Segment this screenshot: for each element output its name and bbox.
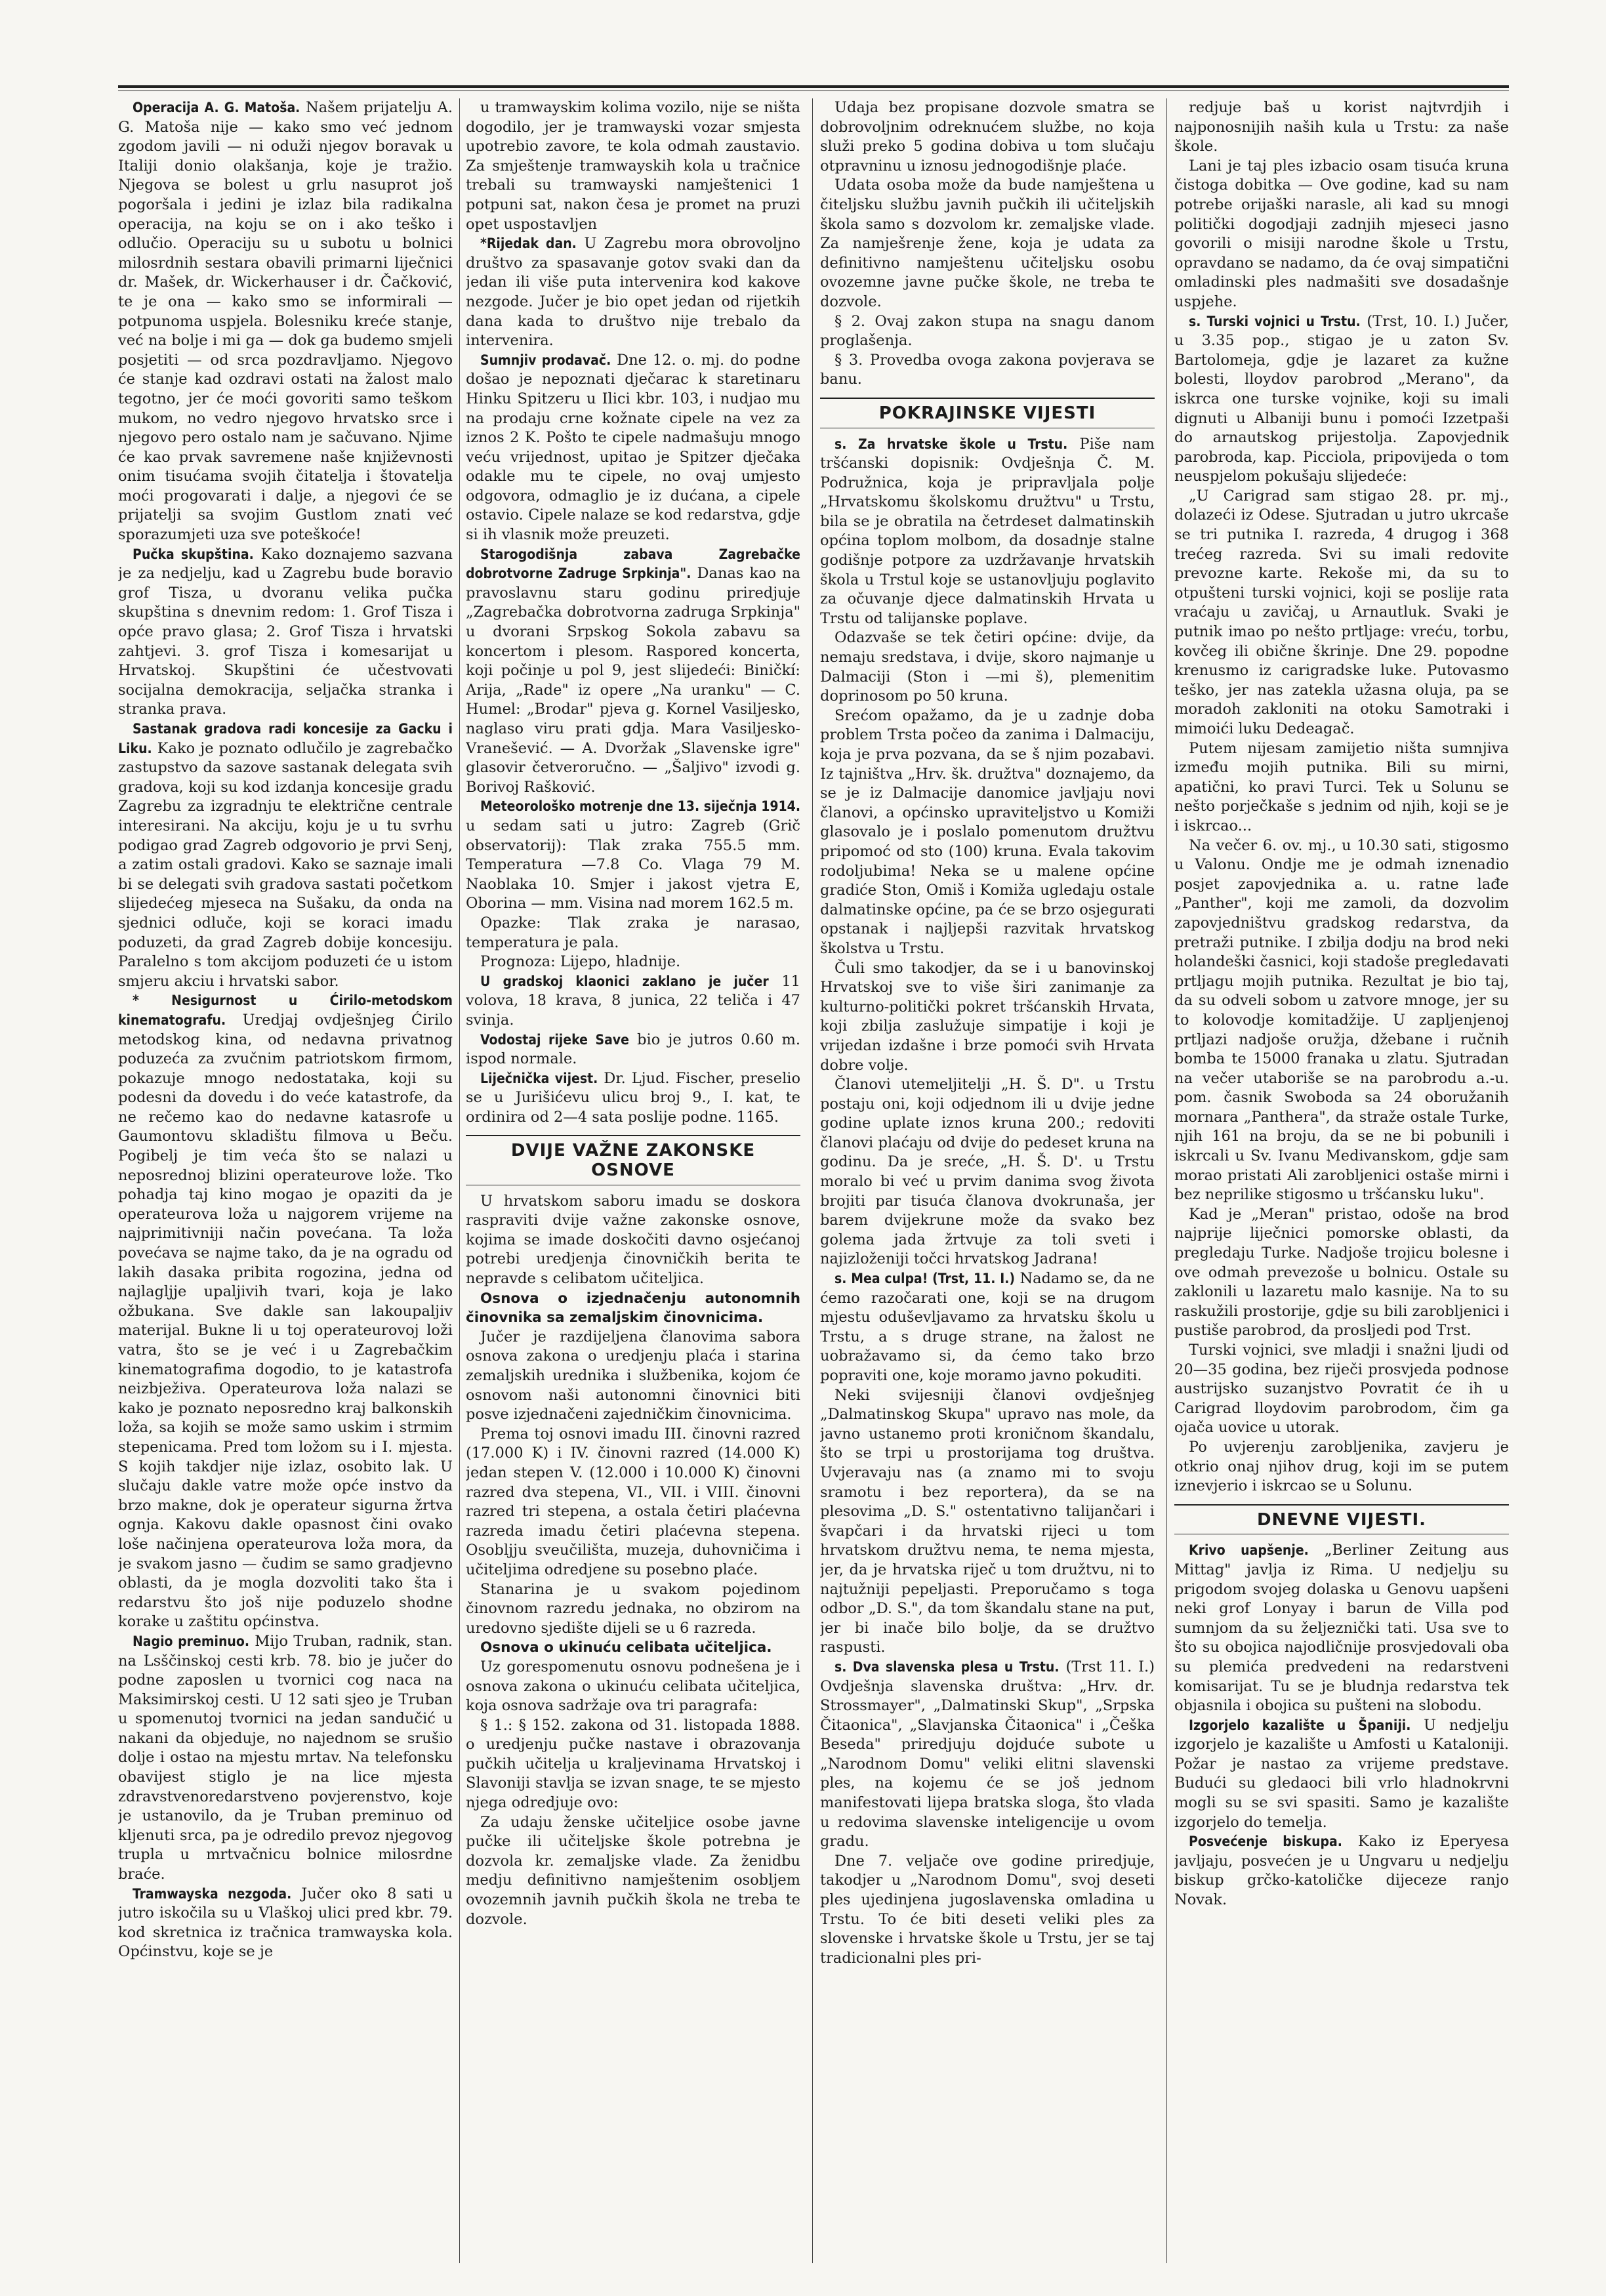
article-text: Jučer je razdijeljena članovima sabora osnova zakona o uredjenju plaća i starina zemaljskih urednika i službenika, kojom će osnovom naši autonomni činovnici biti posve izjednačeni zajedničkim činovnicima. xyxy=(466,1328,800,1424)
section-title: DVIJE VAŽNE ZAKONSKE OSNOVE xyxy=(466,1135,800,1185)
article-paragraph xyxy=(466,972,800,1031)
column-3 xyxy=(820,98,1155,2263)
article-paragraph xyxy=(820,1075,1155,1269)
article-paragraph xyxy=(820,1658,1155,1852)
article-text: Prema toj osnovi imadu III. činovni razred (17.000 K) i IV. činovni razred (14.000 K) jedan stepen V. (12.000 i 10.000 K) činovni razred dva stepena, VI., VII. i VIII. činovni razred tri stepena, a ostala četiri plaćevna razreda imadu četiri plaćevna stepena. Osobljju sveučilišta, muzeja, duhovničima i učiteljima odredjene su posebno plaće. xyxy=(466,1425,800,1578)
column-divider xyxy=(812,98,813,2263)
article-lead: s. Mea culpa! (Trst, 11. I.) xyxy=(834,1271,1016,1287)
article-paragraph xyxy=(466,1813,800,1930)
article-text: Nadamo se, da ne ćemo razočarati one, koji se na drugom mjestu oduševljavamo za hrvatsku školu u Trstu, a s druge strane, na žalost ne uobražavamo si, da ćemo tako brzo popraviti one, koje moramo javno pokuditi. xyxy=(820,1270,1155,1384)
article-lead: Tramwayska nezgoda. xyxy=(133,1885,292,1902)
article-text: Prognoza: Lijepo, hladnije. xyxy=(480,953,681,971)
article-lead: *Rijedak dan. xyxy=(480,236,577,252)
article-paragraph xyxy=(1174,1205,1509,1341)
article-paragraph xyxy=(118,991,453,1632)
article-paragraph xyxy=(1174,1716,1509,1833)
article-text: Za udaju ženske učiteljice osobe javne pučke ili učiteljske škole potrebna je dozvola kr. zemaljske vlade. Za ženidbu medju definitivno namještenim osobljem ovozemnih javnih pučkih škola ne treba te dozvole. xyxy=(466,1813,800,1928)
article-paragraph xyxy=(466,1658,800,1716)
article-paragraph xyxy=(466,1069,800,1128)
article-paragraph xyxy=(466,1425,800,1580)
article-paragraph xyxy=(1174,1438,1509,1496)
article-paragraph xyxy=(466,1328,800,1425)
article-text: Udata osoba može da bude namještena u čiteljsku službu javnih pučkih ili učiteljskih škola samo s dozvolom kr. zemaljske vlade. Za namješrenje žene, koja je udata za definitivno namještenu učiteljsku osobu ovozemne javne pučke škole, ne treba te dozvole. xyxy=(820,176,1155,310)
article-paragraph xyxy=(1174,1341,1509,1438)
article-text: Uz gorespomenutu osnovu podnešena je i osnova zakona o ukinuću celibata učiteljica, koja osnova sadržaje ova tri paragrafa: xyxy=(466,1658,800,1715)
article-lead: Sastanak gradova radi koncesije za Gacku i Liku. xyxy=(118,721,453,756)
article-text: Članovi utemeljitelji „H. Š. D". u Trstu postaju oni, koji odjednom ili u dvije jedne godine uplate iznos kruna 200.; redoviti članovi plaćaju od dvije do pedeset kruna na godinu. Da je sreće, „H. Š. D'. u Trstu moralo bi već u prvim danima svog života brojiti par tisuća članova dvokrunaša, jer barem dvijekrune može da svako bez golema jada žrtvuje za toli sveti i najizloženiji točci hrvatskog Jadrana! xyxy=(820,1076,1155,1268)
article-paragraph xyxy=(466,98,800,234)
article-lead: Starogodišnja zabava Zagrebačke dobrotvorne Zadruge Srpkinja". xyxy=(466,546,800,582)
article-text: Kad je „Meran" pristao, odoše na brod najprije liječnici pomorske oblasti, da pregledaju Turke. Nadjoše trojicu bolesne i ove odmah prevezoše u bolnicu. Ostale su zaklonili u lazaretu malo kasnije. Na to su raskužili prostorije, gdje su bili zarobljenici i pustiše parobrod, da prosljedi pod Trst. xyxy=(1174,1205,1509,1340)
article-text: redjuje baš u korist najtvrdjih i najponosnijih naših kula u Trstu: za naše škole. xyxy=(1174,99,1509,155)
article-lead: s. Turski vojnici u Trstu. xyxy=(1189,313,1361,329)
column-divider xyxy=(1166,98,1167,2263)
article-paragraph xyxy=(118,98,453,545)
article-text: § 1.: § 152. zakona od 31. listopada 1888. o uredjenju pučke nastave i obrazovanja pučkih učitelja u kraljevinama Hrvatskoj i Slavoniji stavlja se izvan snage, te se mjesto njega odredjuje ovo: xyxy=(466,1716,800,1812)
article-text: Putem nijesam zamijetio ništa sumnjiva između mojih putnika. Bili su mirni, apatični, ko pravi Turci. Tek u Solunu se nešto porječkaše s jednim od njih, koji se je i iskrcao... xyxy=(1174,739,1509,834)
article-paragraph xyxy=(1174,739,1509,836)
article-text: Po uvjerenju zarobljenika, zavjeru je otkrio onaj njihov drug, koji im se putem iznevjerio i iskrcao se u Solunu. xyxy=(1174,1438,1509,1495)
article-paragraph xyxy=(820,1852,1155,1969)
article-text: Srećom opažamo, da je u zadnje doba problem Trsta počeo da zanima i Dalmaciju, koja je prva pozvana, da se š njim pozabavi. Iz tajništva „Hrv. šk. družtva" doznajemo, da se je iz Dalmacije danomice javljaju novi članovi, a općinsko upraviteljstvo u Komiži glasovalo je i poslalo pomenutom družtvu pripomoć od sto (100) kruna. Evala takovim rodoljubima! Neka se u malene općine gradiće Ston, Omiš i Komiža ugledaju ostale dalmatinske općine, pa će se brzo osjegurati opstanak i najljepši razvitak hrvatskog školstva u Trstu. xyxy=(820,707,1155,957)
article-paragraph xyxy=(466,234,800,351)
article-lead: * Nesigurnost u Ćirilo-metodskom kinematografu. xyxy=(118,993,453,1028)
article-paragraph xyxy=(1174,836,1509,1205)
article-text: u sedam sati u jutro: Zagreb (Grič observatorij): Tlak zraka 755.5 mm. Temperatura —7.8 Co. Vlaga 79 M. Naoblaka 10. Smjer i jakost vjetra E, Oborina — mm. Visina nad morem 162.5 m. xyxy=(466,817,800,912)
article-paragraph xyxy=(1174,1541,1509,1715)
article-lead: s. Dva slavenska plesa u Trstu. xyxy=(834,1658,1060,1675)
article-text: Čuli smo takodjer, da se i u banovinskoj Hrvatskoj sve to više širi zanimanje za kulturno-politički pokret tršćanskih Hrvata, koji zbilja zaslužuje simpatije i koji je vrijedan izdašne i brze pomoći svih Hrvata dobre volje. xyxy=(820,959,1155,1074)
article-paragraph xyxy=(466,1716,800,1813)
article-paragraph xyxy=(820,98,1155,176)
article-text: Lani je taj ples izbacio osam tisuća kruna čistoga dobitka — Ove godine, kad su nam potrebe orijaški narasle, ali kad su mnogi politički dogodjaji zadnjih mjeseci jasno govorili o misiji narodne škole u Trstu, opravdano se nadamo, da će ovaj simpatični omladinski ples nadmašiti sve dosadašnje uspjehe. xyxy=(1174,157,1509,310)
article-text: Stanarina je u svakom pojedinom činovnom razredu jednaka, no obzirom na uredovno sjedište dijeli se u 6 razreda. xyxy=(466,1580,800,1637)
article-text: (Trst, 10. I.) Jučer, u 3.35 pop., stigao je u zaton Sv. Bartolomeja, gdje je lazaret za kužne bolesti, lloydov parobrod „Merano", da iskrca one turske vojnike, koji su imali dignuti u Albaniji bunu i pomoći Izzetpaši do arnautskog prijestolja. Zapovjednik parobroda, kap. Picciola, pripovijeda o tom neuspjelom pokušaju slijedeće: xyxy=(1174,312,1509,485)
column-1 xyxy=(118,98,453,2263)
article-text: bio je jutros 0.60 m. ispod normale. xyxy=(466,1031,800,1068)
article-text: u tramwayskim kolima vozilo, nije se ništa dogodilo, jer je tramwayski vozar smjesta upotrebio zavore, te kola odmah zaustavio. Za smještenje tramwayskih kola u tračnice trebali su tramwayski namještenici 1 potpuni sat, nakon česa je promet na pruzi opet uspostavljen xyxy=(466,99,800,233)
article-text: Dr. Ljud. Fischer, preselio se u Jurišićevu ulicu broj 9., I. kat, te ordinira od 2—4 sata poslije podne. 1165. xyxy=(466,1069,800,1126)
article-text: Našem prijatelju A. G. Matoša nije — kako smo već jednom zgodom javili — ni oduži njegov boravak u Italiji donio olakšanja, koje je tražio. Njegova se bolest u grlu nasuprot još pogoršala i jedini je izlaz bila radikalna operacija, na koju se on i ako teško i odlučio. Operaciju su u subotu u bolnici milosrdnih sestara obavili primarni liječnici dr. Mašek, dr. Wickerhauser i dr. Čačković, te je ona — kako smo se informirali — potpunoma uspjela. Bolesniku kreće stanje, već na bolje i mi ga — dok ga budemo smjeli posjetiti — od srca pozdravljamo. Njegovo će stanje kad ozdravi ostati na žalost malo tegotno, jer će moći govoriti samo teškom mukom, no vedro njegovo hrvatsko srce i njegovo pero ostalo nam je sačuvano. Njime će kao prvak savremene naše književnosti onim tisućama svojih čitatelja i štovatelja moći progovarati i dalje, a njegovi će se prijatelji sa svojim Gustlom znati već sporazumjeti uza sve poteškoće! xyxy=(118,99,453,544)
section-title: POKRAJINSKE VIJESTI xyxy=(820,398,1155,428)
article-lead: Operacija A. G. Matoša. xyxy=(133,100,300,115)
article-paragraph xyxy=(820,176,1155,312)
article-text: Udaja bez propisane dozvole smatra se dobrovoljnim odreknućem službe, no koja služi preko 5 godina dobiva u tom slučaju otpravninu u iznosu jednogodišnje plaće. xyxy=(820,99,1155,174)
article-lead: Posvećenje biskupa. xyxy=(1189,1834,1342,1850)
article-paragraph xyxy=(466,914,800,953)
article-paragraph xyxy=(820,312,1155,351)
article-text: Na večer 6. ov. mj., u 10.30 sati, stigosmo u Valonu. Ondje me je odmah iznenadio posjet zapovjednika a. u. ratne lađe „Panther", koji me zamoli, da dozvolim zapovjedništvu gradskog redarstva, da pretraži putnike. I zbilja dodju na brod neki holandeški časnici, koji stadoše pregledavati prtljagu mojih putnika. Rezultat je bio taj, da su odveli sobom u zatvore mnoge, jer su to kolovodje komitadžije. U zapljenjenoj prtljazi nadjoše oružja, džebane i ručnih bomba te 15000 franaka u zlatu. Sjutradan na večer utaboriše se na parobrodu a.-u. pom. časnik Swoboda sa 24 oboružanih mornara „Panthera", da straže ostale Turke, njih 161 na broju, da se ne bi pobunili i iskrcali u Sv. Ivanu Medivanskom, gdje sam morao pristati Ali zarobljenici ostaše mirni i bez neprilike stigosmo u tršćansku luku". xyxy=(1174,836,1509,1204)
article-lead: U gradskoj klaonici zaklano je jučer xyxy=(480,973,769,989)
article-text: „Berliner Zeitung aus Mittag" javlja iz Rima. U nedjelju su prigodom svojeg dolaska u Genovu uapšeni neki grof Lonyay i barun de Villa pod sumnjom da su željeznički tati. Usa sve to što su obojica najodličnije prosvjedovali oba su plemića predvedeni na redarstveni komisarijat. Tu se je bludnja redarstva tek objasnila i obojica su pušteni na slobodu. xyxy=(1174,1542,1509,1715)
article-paragraph xyxy=(466,797,800,914)
article-paragraph xyxy=(820,959,1155,1076)
article-text: Kako doznajemo sazvana je za nedjelju, kad u Zagrebu bude boravio grof Tisza, u dvoranu velika pučka skupština s dnevnim redom: 1. Grof Tisza i opće pravo glasa; 2. Grof Tisza i hrvatski zahtjevi. 3. grof Tisza i komesarijat u Hrvatskoj. Skupštini će učestvovati socijalna demokracija, seljačka stranka i stranka prava. xyxy=(118,545,453,718)
article-paragraph xyxy=(1174,487,1509,739)
article-lead: Meteorološko motrenje dne 13. siječnja 1914. xyxy=(480,798,800,815)
article-paragraph xyxy=(820,707,1155,959)
article-paragraph xyxy=(820,1269,1155,1386)
article-paragraph xyxy=(820,435,1155,629)
article-paragraph xyxy=(466,953,800,972)
article-paragraph xyxy=(1174,1832,1509,1910)
article-paragraph xyxy=(118,545,453,720)
article-text: „U Carigrad sam stigao 28. pr. mj., dolazeći iz Odese. Sjutradan u jutro ukrcaše se tri putnika I. razreda, 4 drugog i 368 trećeg razreda. Svi su imali redovite prevozne karte. Rekoše mi, da su to otpušteni turski vojnici, koji se poslije rata vraćaju u zavičaj, u Arnautluk. Svaki je putnik imao po nešto prtljage: vreću, torbu, kovčeg ili obične škrinje. Dne 29. popodne krenusmo iz carigradske luke. Putovasmo teško, jer nas zatekla užasna oluja, pa se moradoh zakloniti na otoku Samotraki i mimoići luku Dedeagač. xyxy=(1174,487,1509,737)
article-paragraph xyxy=(1174,98,1509,157)
article-paragraph xyxy=(118,720,453,991)
article-paragraph xyxy=(466,1580,800,1639)
newspaper-page xyxy=(118,85,1509,2270)
article-paragraph xyxy=(118,1632,453,1885)
column-4 xyxy=(1174,98,1509,2263)
article-subheading: Osnova o izjednačenju autonomnih činovnika sa zemaljskim činovnicima. xyxy=(466,1290,800,1326)
article-paragraph xyxy=(466,351,800,545)
article-lead: Vodostaj rijeke Save xyxy=(480,1031,629,1048)
article-text: Kako je poznato odlučilo je zagrebačko zastupstvo da sazove sastanak delegata svih gradova, koji su kod izdanja koncesije gradu Zagrebu za izgradnju te električne centrale interesirani. Na akciju, koju je u tu svrhu podigao grad Zagreb odgovorio je prvi Senj, a zatim ostali gradovi. Kako se saznaje imali bi se delegati svih gradova sastati početkom slijedećeg mjeseca na Sušaku, da onda na sjednici odluče, koji se koraci imadu poduzeti, da grad Zagreb dobije koncesiju. Paralelno s tom akcijom poduzeti će u istom smjeru akciu i hrvatski sabor. xyxy=(118,739,453,990)
article-text: Mijo Truban, radnik, stan. na Lsščinskoj cesti krb. 78. bio je jučer do podne zaposlen u tvornici cog naca na Maksimirskoj cesti. U 12 sati sjeo je Truban u spomenutoj tvornici na jedan sandučić u nakani da objeduje, no najednom se srušio dolje i ostao na mjestu mrtav. Na telefonsku obavijest stiglo je na lice mjesta zdravstvenoredarstveno povjerenstvo, koje je ustanovilo, da je Truban preminuo od kljenuti srca, pa je odredilo prevoz njegovog trupla u mrtvačnicu bolnice milosrdne braće. xyxy=(118,1632,453,1883)
article-text: Neki svijesniji članovi ovdješnjeg „Dalmatinskog Skupa" upravo nas mole, da javno ustanemo proti kroničnom škandalu, što se trpi u prostorijama tog društva. Uvjeravaju nas (a znamo mi to svoju sramotu i bez reportera), da se na plesovima „D. S." ostentativno talijančari i švapčari i da hrvatski rijeci u tom hrvatskom družtvu nema, te nema mjesta, jer, da je hrvatska riječ u tom družtvu, ni to najtužniji pepeljasti. Preporučamo s toga odbor „D. S.", da tom škandalu stane na put, jer bi inače bilo bolje, da se družtvo raspusti. xyxy=(820,1386,1155,1656)
article-text: U hrvatskom saboru imadu se doskora raspraviti dvije važne zakonske osnove, kojima se imade doskočiti davno osjećanoj potrebi uredjenja činovničkih berita te nepravde s celibatom učiteljica. xyxy=(466,1192,800,1288)
article-paragraph xyxy=(820,351,1155,390)
article-paragraph xyxy=(466,1192,800,1289)
article-paragraph xyxy=(466,545,800,798)
article-paragraph xyxy=(118,1885,453,1962)
article-text: U nedjelju izgorjelo je kazalište u Amfosti u Kataloniji. Požar je nastao za vrijeme predstave. Budući su gledaoci bili vrlo hladnokrvni mogli su se svi spasiti. Samo je kazalište izgorjelo do temelja. xyxy=(1174,1716,1509,1831)
article-text: U Zagrebu mora obrovoljno društvo za spasavanje gotov svaki dan da jedan ili više puta intervenira kod kakove nezgode. Jučer je bio opet jedan od rijetkih dana kada to društvo nije trebalo da intervenira. xyxy=(466,235,800,350)
article-lead: Pučka skupština. xyxy=(133,546,254,562)
article-paragraph xyxy=(820,628,1155,706)
article-lead: Liječnička vijest. xyxy=(480,1070,598,1086)
article-text: Opazke: Tlak zraka je narasao, temperatura je pala. xyxy=(466,914,800,951)
column-divider xyxy=(459,98,460,2263)
article-text: Turski vojnici, sve mladji i snažni ljudi od 20—35 godina, bez riječi prosvjeda podnose austrijsko suzanjstvo Povratit će ih u Carigrad lloydovim parobrodom, čim ga ojača uovice u utorak. xyxy=(1174,1342,1509,1437)
article-subheading: Osnova o ukinuću celibata učiteljica. xyxy=(480,1639,772,1656)
article-text: Jučer oko 8 sati u jutro iskočila su u Vlaškoj ulici pred kbr. 79. kod skretnica iz tračnica tramwayska kola. Općinstvu, koje se je xyxy=(118,1885,453,1961)
article-text: Uredjaj ovdješnjeg Ćirilo metodskog kina, od nedavna privatnog poduzeća za zvučnim patriotskom firmom, pokazuje mnogo nedostataka, koji su podesni da dovedu i do veće katastrofe, da ne rečemo kao do nedavne katasrofe u Gaumontovu skladištu filmova u Beču. Pogibelj je tim veća što se nalazi u neposrednoj blizini operateurove lože. Tko pohadja taj kino mogao je opaziti da je operateurova loža u najgorem vrijeme na najprimitivniji način povećana. Ta loža povećava se najme tako, da je na ogradu od lakih dasaka pribita rogozina, jedna od najlagljje upaljivih tvari, koja je lako ožbukana. Sve dakle san lakoupaljiv materijal. Bukne li u toj operateurovoj loži vatra, što se je već i u Zagrebačkim kinematografima dogodio, to je katastrofa neizbježiva. Operateurova loža nalazi se kako je poznato neposredno kraj balkonskih loža, sa kojih se može samo uskim i strmim stepenicama. Pred tom ložom su i I. mjesta. S kojih takdjer nije izlaz, osobito lak. U slučaju dakle vatre može opće instvo da brzo makne, dok je operateur sigurna žrtva ognja. Kakovu dakle opasnost čini ovako loše načinjena operateurova loža mora, da je svakom jasno — čudim se samo gradjevno oblasti, da je mogla dozvoliti tako šta i redarstvu što još nije poduzelo shodne korake u zaštitu općinstva. xyxy=(118,1011,453,1631)
top-rule xyxy=(118,85,1509,88)
article-paragraph xyxy=(466,1031,800,1069)
column-2 xyxy=(466,98,800,2263)
article-text: § 2. Ovaj zakon stupa na snagu danom proglašenja. xyxy=(820,312,1155,350)
article-lead: Nagio preminuo. xyxy=(133,1633,250,1649)
section-title: DNEVNE VIJESTI. xyxy=(1174,1504,1509,1535)
article-text: Danas kao na pravoslavnu staru godinu priredjuje „Zagrebačka dobrotvorna zadruga Srpkinja" u dvorani Srpskog Sokola zabavu sa koncertom i plesom. Raspored koncerta, koji počinje u pol 9, jest slijedeći: Biničkí: Arija, „Rade" iz opere „Na uranku" — C. Humel: „Brodar" pjeva g. Kornel Vasiljesko, naglaso viru prati gdja. Mara Vasiljesko-Vranešević. — A. Dvoržak „Slavenske igre" glasovir četveroručno. — „Šaljivo" izvodi g. Borivoj Rašković. xyxy=(466,565,800,796)
article-lead: Krivo uapšenje. xyxy=(1189,1542,1309,1559)
article-lead: Izgorjelo kazalište u Španiji. xyxy=(1189,1717,1411,1733)
article-paragraph xyxy=(1174,157,1509,312)
article-text: Piše nam tršćanski dopisnik: Ovdješnja Č. M. Podružnica, koja je pripravljala polje „Hrvatskomu školskomu družtvu" u Trstu, bila se je obratila na četrdeset dalmatinskih općina toplom molbom, da dosadnje stalne godišnje potpore za uzdržavanje hrvatskih škola u Trstul koje se ustanovljuju poglavito za očuvanje djece dalmatinskih Hrvata u Trstu od talijanske poplave. xyxy=(820,435,1155,627)
article-paragraph xyxy=(1174,312,1509,487)
article-text: § 3. Provedba ovoga zakona povjerava se banu. xyxy=(820,351,1155,388)
article-text: 11 volova, 18 krava, 8 junica, 22 teliča i 47 svinja. xyxy=(466,972,800,1029)
article-paragraph xyxy=(820,1386,1155,1658)
article-text: Dne 7. veljače ove godine priredjuje, takodjer u „Narodnom Domu", svoj deseti ples ujedinjena jugoslavenska omladina u Trstu. To će biti deseti veliki ples za slovenske i hrvatske škole u Trstu, jer se taj tradicionalni ples pri- xyxy=(820,1852,1155,1967)
article-text: Kako iz Eperyesa javljaju, posvećen je u Ungvaru u nedjelju biskup grčko-katoličke dijeceze ranjo Novak. xyxy=(1174,1833,1509,1909)
article-text: (Trst 11. I.) Ovdješnja slavenska društva: „Hrv. dr. Strossmayer", „Dalmatinski Skup", „Srpska Čitaonica", „Slavjanska Čitaonica" i „Češka Beseda" priredjuju dojduće subote u „Narodnom Domu" veliki elitni slavenski ples, na kojemu će se još jednom manifestovati lijepa bratska sloga, što vlada u redovima slavenske inteligencije u ovom gradu. xyxy=(820,1658,1155,1851)
article-text: Odazvaše se tek četiri općine: dvije, da nemaju sredstava, i dvije, skoro najmanje u Dalmaciji (Ston i —mi š), plemenitim doprinosom po 50 kruna. xyxy=(820,629,1155,705)
article-lead: Sumnjiv prodavač. xyxy=(480,352,611,368)
article-text: Dne 12. o. mj. do podne došao je nepoznati dječarac k staretinaru Hinku Spitzeru u Ilici kbr. 103, i nudjao mu na prodaju crne kožnate cipele na vez za iznos 2 K. Pošto te cipele nadmašuju mnogo veću vrijednost, upitao je Spitzer dječaka odakle mu te cipele, no ovaj umjesto odgovora, odmaglio je iz dućana, a cipele ostavio. Cipele nalaze se kod redarstva, gdje si ih vlasnik može preuzeti. xyxy=(466,351,800,544)
article-lead: s. Za hrvatske škole u Trstu. xyxy=(834,436,1068,452)
